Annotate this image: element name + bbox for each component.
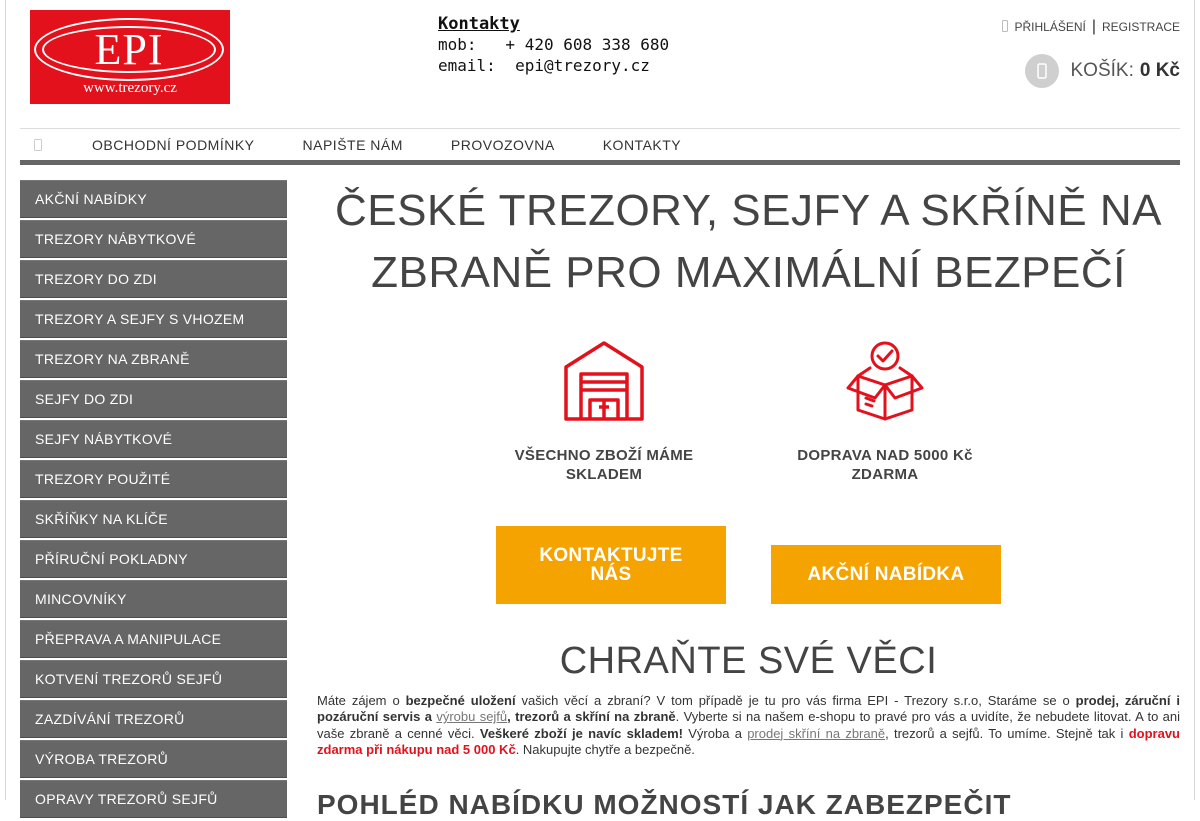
sidebar-item-trezory-s-vhozem[interactable]: TREZORY A SEJFY S VHOZEM — [20, 300, 287, 338]
nav-item-napiste-nam[interactable]: NAPIŠTE NÁM — [302, 136, 403, 153]
warehouse-icon — [563, 340, 645, 422]
logo-text: EPI — [42, 26, 216, 73]
free-shipping-highlight: dopravu zdarma při nákupu nad 5 000 Kč — [317, 725, 1180, 757]
intro-text: Máte zájem o — [317, 693, 406, 708]
link-prodej-skrini[interactable]: prodej skříní na zbraně — [747, 725, 886, 741]
contacts-title: Kontakty — [438, 14, 520, 34]
nav-item-provozovna[interactable]: PROVOZOVNA — [450, 136, 555, 153]
sidebar-item-trezory-pouzite[interactable]: TREZORY POUŽITÉ — [20, 460, 287, 498]
feature-shipping-line1: DOPRAVA NAD 5000 Kč — [797, 447, 973, 464]
account-separator: | — [1091, 18, 1096, 35]
intro-text: vašich věcí a zbraní? V tom případě je tu pro vás firma EPI - Trezory s.r.o, Staráme se o — [515, 693, 1076, 708]
sidebar-item-prirucni-pokladny[interactable]: PŘÍRUČNÍ POKLADNY — [20, 540, 287, 578]
intro-text: . Vyberte si na našem e-shopu to pravé pro vás a uvidíte, že nebudete litovat. A to ani vaše zbraně a cenné věci. — [317, 709, 1181, 741]
main-nav — [20, 128, 1180, 165]
sidebar-item-sejfy-do-zdi[interactable]: SEJFY DO ZDI — [20, 380, 287, 418]
sidebar-item-preprava[interactable]: PŘEPRAVA A MANIPULACE — [20, 620, 287, 658]
contact-us-button-line1: KONTAKTUJTE — [539, 545, 683, 566]
feature-shipping-text — [785, 446, 985, 484]
sidebar-item-trezory-nabytkove[interactable]: TREZORY NÁBYTKOVÉ — [20, 220, 287, 258]
intro-strong: prodej, záruční i pozáruční servis a — [317, 693, 1180, 725]
hero-title — [317, 180, 1180, 304]
category-sidebar — [20, 180, 287, 820]
contacts-banner — [438, 14, 669, 76]
link-vyroba-sejfu[interactable]: výrobu sejfů — [436, 709, 508, 725]
site-logo[interactable] — [30, 10, 230, 104]
feature-stock-text — [504, 446, 704, 484]
contact-us-button-line2: NÁS — [590, 564, 632, 585]
intro-paragraph — [317, 693, 1180, 758]
sidebar-item-kotveni[interactable]: KOTVENÍ TREZORŮ SEJFŮ — [20, 660, 287, 698]
feature-shipping-line2: ZDARMA — [851, 466, 919, 483]
sidebar-item-trezory-na-zbrane[interactable]: TREZORY NA ZBRANĚ — [20, 340, 287, 378]
intro-strong: Veškeré zboží je navíc skladem! — [479, 725, 683, 741]
nav-item-obchodni-podminky[interactable]: OBCHODNÍ PODMÍNKY — [92, 136, 255, 153]
intro-text: . Nakupujte chytře a bezpečně. — [515, 741, 695, 757]
cart-total: 0 Kč — [1139, 60, 1180, 81]
cart-label: KOŠÍK: — [1070, 60, 1134, 81]
feature-shipping — [785, 340, 985, 484]
intro-strong: , trezorů a skříní na zbraně — [507, 709, 676, 725]
user-icon — [1002, 20, 1008, 35]
section-title: CHRAŇTE SVÉ VĚCI — [559, 640, 938, 682]
contacts-email: email: epi@trezory.cz — [438, 56, 650, 75]
feature-stock-line1: VŠECHNO ZBOŽÍ MÁME — [514, 447, 694, 464]
sidebar-item-vyroba[interactable]: VÝROBA TREZORŮ — [20, 740, 287, 778]
feature-stock — [504, 340, 704, 484]
register-link[interactable]: REGISTRACE — [1101, 20, 1180, 34]
sidebar-item-sejfy-nabytkove[interactable]: SEJFY NÁBYTKOVÉ — [20, 420, 287, 458]
sidebar-item-opravy[interactable]: OPRAVY TREZORŮ SEJFŮ — [20, 780, 287, 818]
main-content — [317, 180, 1181, 820]
logo-oval — [34, 18, 224, 81]
intro-text: Výroba a — [683, 725, 748, 741]
sidebar-item-skrinky-na-klice[interactable]: SKŘÍŇKY NA KLÍČE — [20, 500, 287, 538]
account-links — [1002, 18, 1180, 36]
intro-text: , trezorů a sejfů. To umíme. Stejně tak i — [885, 725, 1129, 741]
sidebar-item-trezory-do-zdi[interactable]: TREZORY DO ZDI — [20, 260, 287, 298]
sidebar-item-akcni-nabidky[interactable]: AKČNÍ NABÍDKY — [20, 180, 287, 218]
hero-title-line1: ČESKÉ TREZORY, SEJFY A SKŘÍNĚ NA — [334, 186, 1163, 235]
sidebar-item-mincovniky[interactable]: MINCOVNÍKY — [20, 580, 287, 618]
nav-item-kontakty[interactable]: KONTAKTY — [602, 136, 682, 153]
offer-section-title: POHLÉD NABÍDKU MOŽNOSTÍ JAK ZABEZPEČIT — [317, 789, 1012, 820]
contacts-phone: mob: + 420 608 338 680 — [438, 35, 670, 54]
logo-url: www.trezory.cz — [83, 80, 177, 96]
hero-title-line2: ZBRANĚ PRO MAXIMÁLNÍ BEZPEČÍ — [371, 248, 1126, 297]
sidebar-item-zazdivani[interactable]: ZAZDÍVÁNÍ TREZORŮ — [20, 700, 287, 738]
cart-icon — [1025, 54, 1059, 88]
login-link[interactable]: PŘIHLÁŠENÍ — [1014, 20, 1086, 34]
intro-strong: bezpečné uložení — [405, 693, 516, 708]
special-offer-button[interactable]: AKČNÍ NABÍDKA — [771, 545, 1001, 604]
feature-stock-line2: SKLADEM — [565, 466, 643, 483]
cart[interactable] — [1025, 54, 1181, 88]
delivery-box-icon — [844, 340, 926, 422]
contact-us-button[interactable] — [496, 526, 726, 604]
home-icon[interactable] — [20, 139, 56, 151]
